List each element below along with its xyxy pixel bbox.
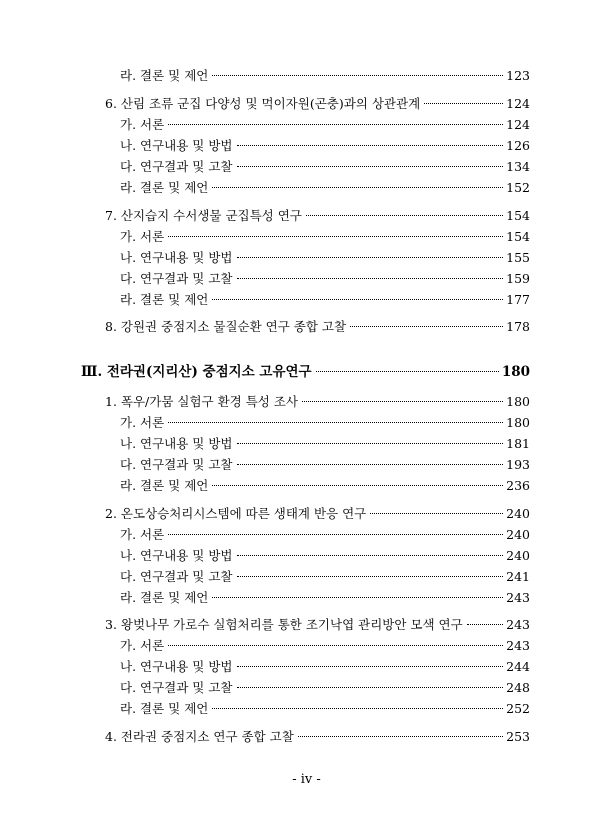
toc-entry-page: 252 — [506, 701, 530, 716]
toc-entry[interactable] — [105, 615, 530, 635]
toc-entry[interactable] — [120, 413, 530, 433]
toc-entry[interactable] — [120, 157, 530, 177]
toc-entry-label: 라. 결론 및 제언 — [120, 292, 209, 307]
toc-entry-label: 가. 서론 — [120, 415, 165, 430]
toc-entry-page: 240 — [506, 506, 530, 521]
dot-leader — [237, 555, 504, 556]
dot-leader — [237, 166, 504, 167]
dot-leader — [237, 278, 504, 279]
dot-leader — [237, 576, 504, 577]
dot-leader — [168, 124, 503, 125]
toc-entry-page: 253 — [506, 729, 530, 744]
dot-leader — [316, 371, 499, 372]
dot-leader — [237, 687, 504, 688]
toc-entry-page: 154 — [506, 208, 530, 223]
toc-entry[interactable] — [120, 588, 530, 608]
toc-entry-label: 가. 서론 — [120, 638, 165, 653]
dot-leader — [168, 236, 503, 237]
toc-entry[interactable] — [105, 206, 530, 226]
toc-entry-page: 243 — [506, 638, 530, 653]
toc-entry-label: 다. 연구결과 및 고찰 — [120, 457, 233, 472]
toc-entry[interactable] — [120, 115, 530, 135]
toc-entry[interactable] — [120, 455, 530, 475]
dot-leader — [212, 708, 503, 709]
toc-entry[interactable] — [120, 678, 530, 698]
dot-leader — [237, 443, 504, 444]
toc-entry[interactable] — [120, 66, 530, 86]
toc-entry[interactable] — [120, 136, 530, 156]
toc-entry-page: 123 — [506, 68, 530, 83]
toc-entry-page: 177 — [506, 292, 530, 307]
dot-leader — [212, 485, 503, 486]
dot-leader — [212, 75, 503, 76]
toc-entry-label: 라. 결론 및 제언 — [120, 180, 209, 195]
toc-entry-page: 240 — [506, 548, 530, 563]
toc-entry-label: 6. 산림 조류 군집 다양성 및 먹이자원(곤충)과의 상관관계 — [105, 96, 421, 111]
toc-entry[interactable] — [120, 227, 530, 247]
toc-entry-label: 나. 연구내용 및 방법 — [120, 548, 233, 563]
toc-entry[interactable] — [105, 727, 530, 747]
toc-entry-label: 나. 연구내용 및 방법 — [120, 250, 233, 265]
toc-entry-label: 가. 서론 — [120, 229, 165, 244]
page-number: - iv - — [292, 772, 321, 787]
toc-entry-page: 248 — [506, 680, 530, 695]
toc-entry-label: 7. 산지습지 수서생물 군집특성 연구 — [105, 208, 302, 223]
toc-entry-page: 159 — [506, 271, 530, 286]
dot-leader — [298, 736, 503, 737]
toc-entry-page: 124 — [506, 117, 530, 132]
dot-leader — [424, 103, 503, 104]
toc-entry[interactable] — [105, 317, 530, 337]
toc-chapter-label: Ⅲ. 전라권(지리산) 중점지소 고유연구 — [81, 364, 312, 380]
toc-entry-page: 180 — [506, 394, 530, 409]
toc-entry-label: 4. 전라권 중점지소 연구 종합 고찰 — [105, 729, 294, 744]
toc-entry-label: 나. 연구내용 및 방법 — [120, 436, 233, 451]
toc-entry-label: 1. 폭우/가뭄 실험구 환경 특성 조사 — [105, 394, 298, 409]
toc-entry-page: 180 — [506, 415, 530, 430]
toc-entry-page: 124 — [506, 96, 530, 111]
toc-entry-label: 8. 강원권 중점지소 물질순환 연구 종합 고찰 — [105, 319, 347, 334]
toc-entry-label: 다. 연구결과 및 고찰 — [120, 159, 233, 174]
toc-entry-page: 178 — [506, 319, 530, 334]
toc-entry[interactable] — [120, 248, 530, 268]
toc-entry[interactable] — [120, 269, 530, 289]
toc-entry-page: 244 — [506, 659, 530, 674]
dot-leader — [350, 326, 503, 327]
toc-entry-page: 243 — [506, 590, 530, 605]
toc-entry[interactable] — [105, 392, 530, 412]
toc-entry[interactable] — [120, 636, 530, 656]
dot-leader — [237, 145, 504, 146]
toc-entry[interactable] — [120, 525, 530, 545]
dot-leader — [302, 401, 503, 402]
toc-entry-page: 240 — [506, 527, 530, 542]
dot-leader — [237, 257, 504, 258]
toc-entry-page: 241 — [506, 569, 530, 584]
toc-entry-page: 243 — [506, 617, 530, 632]
toc-entry-label: 가. 서론 — [120, 527, 165, 542]
toc-entry-page: 193 — [506, 457, 530, 472]
toc-chapter-page: 180 — [501, 364, 530, 380]
toc-entry-label: 나. 연구내용 및 방법 — [120, 138, 233, 153]
toc-entry[interactable] — [120, 546, 530, 566]
toc-entry[interactable] — [120, 290, 530, 310]
toc-entry[interactable] — [120, 178, 530, 198]
dot-leader — [168, 534, 503, 535]
dot-leader — [212, 299, 503, 300]
dot-leader — [467, 624, 503, 625]
toc-entry-label: 라. 결론 및 제언 — [120, 701, 209, 716]
toc-entry[interactable] — [120, 567, 530, 587]
toc-entry[interactable] — [105, 504, 530, 524]
dot-leader — [212, 187, 503, 188]
toc-entry-label: 가. 서론 — [120, 117, 165, 132]
toc-entry-label: 2. 온도상승처리시스템에 따른 생태계 반응 연구 — [105, 506, 367, 521]
toc-entry-label: 3. 왕벚나무 가로수 실험처리를 통한 조기낙엽 관리방안 모색 연구 — [105, 617, 463, 632]
toc-entry-page: 126 — [506, 138, 530, 153]
toc-entry[interactable] — [105, 94, 530, 114]
toc-entry-page: 134 — [506, 159, 530, 174]
toc-entry-page: 236 — [506, 478, 530, 493]
toc-entry[interactable] — [120, 699, 530, 719]
toc-entry[interactable] — [120, 657, 530, 677]
toc-entry-label: 라. 결론 및 제언 — [120, 68, 209, 83]
toc-entry-page: 152 — [506, 180, 530, 195]
toc-entry[interactable] — [120, 476, 530, 496]
toc-chapter-entry[interactable] — [81, 362, 530, 382]
toc-entry-page: 181 — [506, 436, 530, 451]
toc-entry-label: 다. 연구결과 및 고찰 — [120, 271, 233, 286]
dot-leader — [306, 215, 503, 216]
toc-entry[interactable] — [120, 434, 530, 454]
toc-entry-label: 다. 연구결과 및 고찰 — [120, 680, 233, 695]
dot-leader — [168, 645, 503, 646]
toc-entry-page: 155 — [506, 250, 530, 265]
toc-entry-page: 154 — [506, 229, 530, 244]
dot-leader — [168, 422, 503, 423]
dot-leader — [212, 597, 503, 598]
toc-entry-label: 다. 연구결과 및 고찰 — [120, 569, 233, 584]
toc-entry-label: 라. 결론 및 제언 — [120, 590, 209, 605]
toc-entry-label: 라. 결론 및 제언 — [120, 478, 209, 493]
dot-leader — [237, 464, 504, 465]
dot-leader — [370, 513, 503, 514]
toc-entry-label: 나. 연구내용 및 방법 — [120, 659, 233, 674]
dot-leader — [237, 666, 504, 667]
